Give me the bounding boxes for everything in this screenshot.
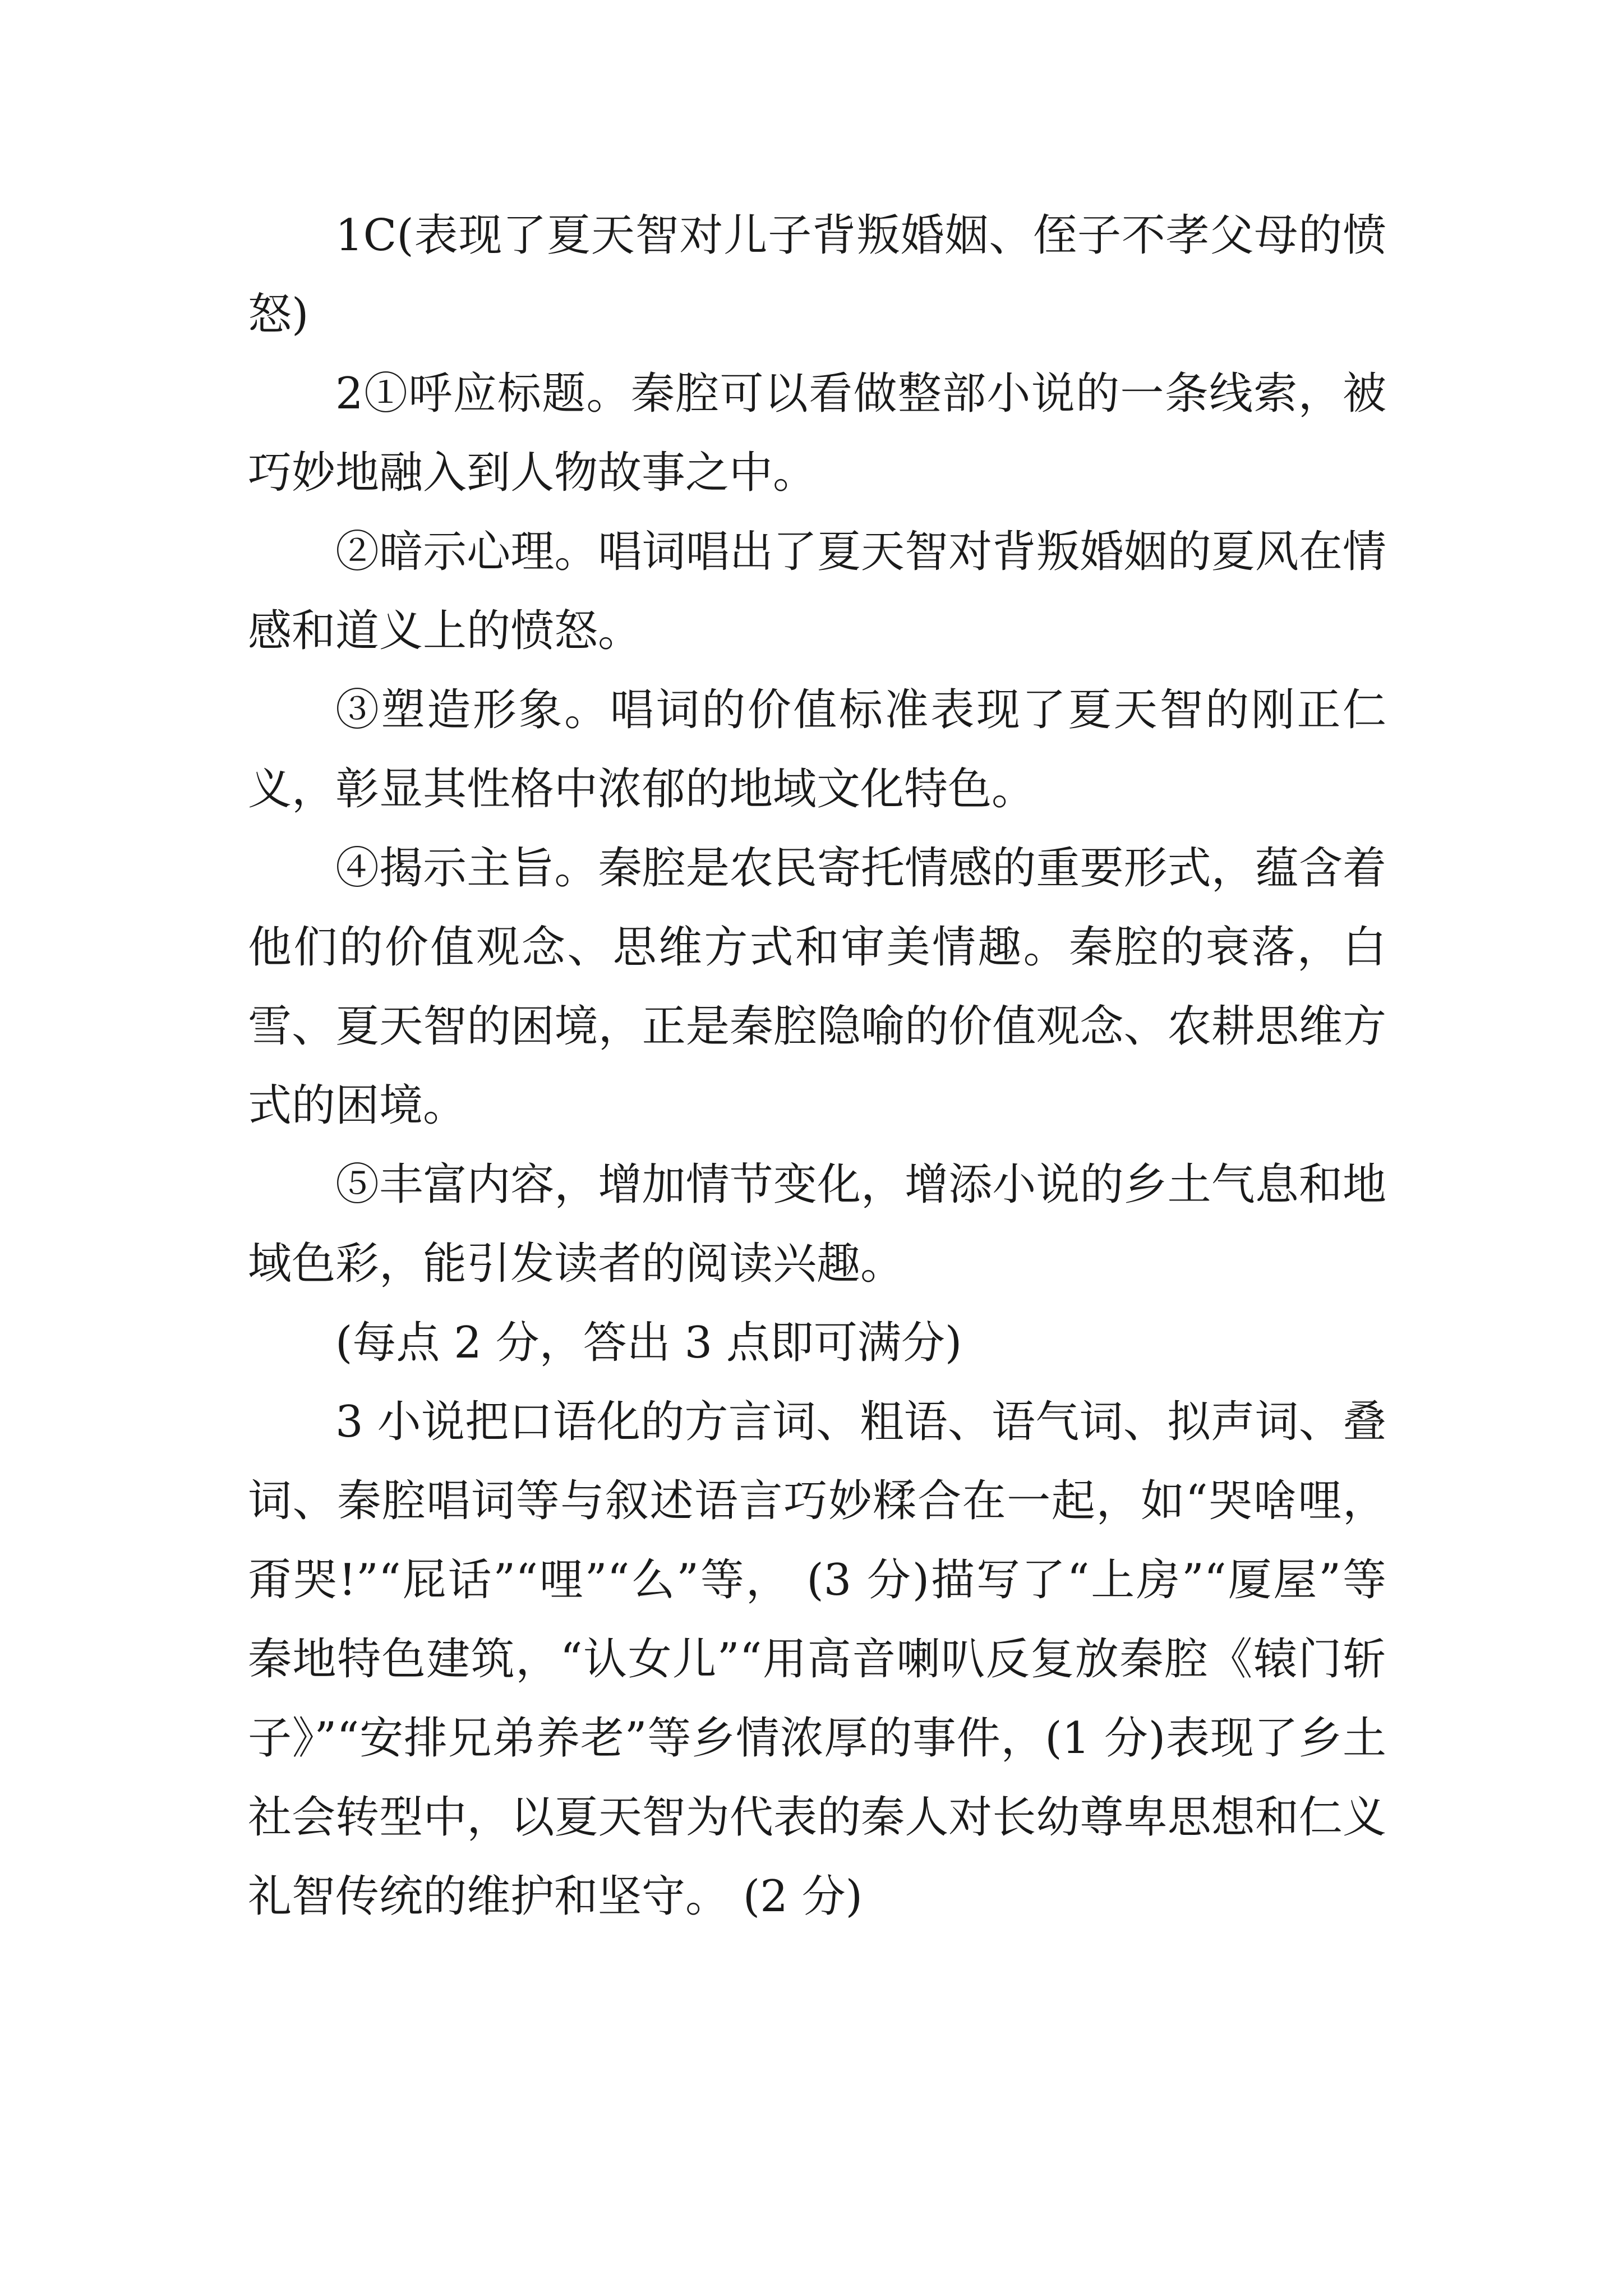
- point-4-paragraph: ④揭示主旨。秦腔是农民寄托情感的重要形式，蕴含着他们的价值观念、思维方式和审美情趣。秦腔的衰落，白雪、夏天智的困境，正是秦腔隐喻的价值观念、农耕思维方式的困境。: [248, 843, 1386, 1131]
- answer-document: [248, 196, 1386, 1936]
- answer-3-paragraph: 3 小说把口语化的方言词、粗语、语气词、拟声词、叠词、秦腔唱词等与叙述语言巧妙糅合在一起，如“哭啥哩，甭哭!”“屁话”“哩”“么”等， (3 分)描写了“上房”“厦屋”等秦地特色建筑，“认女儿”“用高音喇叭反复放秦腔《辕门斩子》”“安排兄弟养老”等乡情浓厚的事件，(1 分)表现了乡土社会转型中，以夏天智为代表的秦人对长幼尊卑思想和仁义礼智传统的维护和坚守。 (2 分): [248, 1397, 1386, 1922]
- point-3-paragraph: ③塑造形象。唱词的价值标准表现了夏天智的刚正仁义，彰显其性格中浓郁的地域文化特色。: [248, 685, 1386, 815]
- answer-2-paragraph: 2①呼应标题。秦腔可以看做整部小说的一条线索，被巧妙地融入到人物故事之中。: [248, 369, 1386, 498]
- scoring-note: (每点 2 分，答出 3 点即可满分): [335, 1318, 962, 1368]
- point-5-paragraph: ⑤丰富内容，增加情节变化，增添小说的乡土气息和地域色彩，能引发读者的阅读兴趣。: [248, 1159, 1386, 1289]
- answer-1-paragraph: 1C(表现了夏天智对儿子背叛婚姻、侄子不孝父母的愤怒): [248, 210, 1386, 340]
- point-2-paragraph: ②暗示心理。唱词唱出了夏天智对背叛婚姻的夏风在情感和道义上的愤怒。: [248, 527, 1386, 656]
